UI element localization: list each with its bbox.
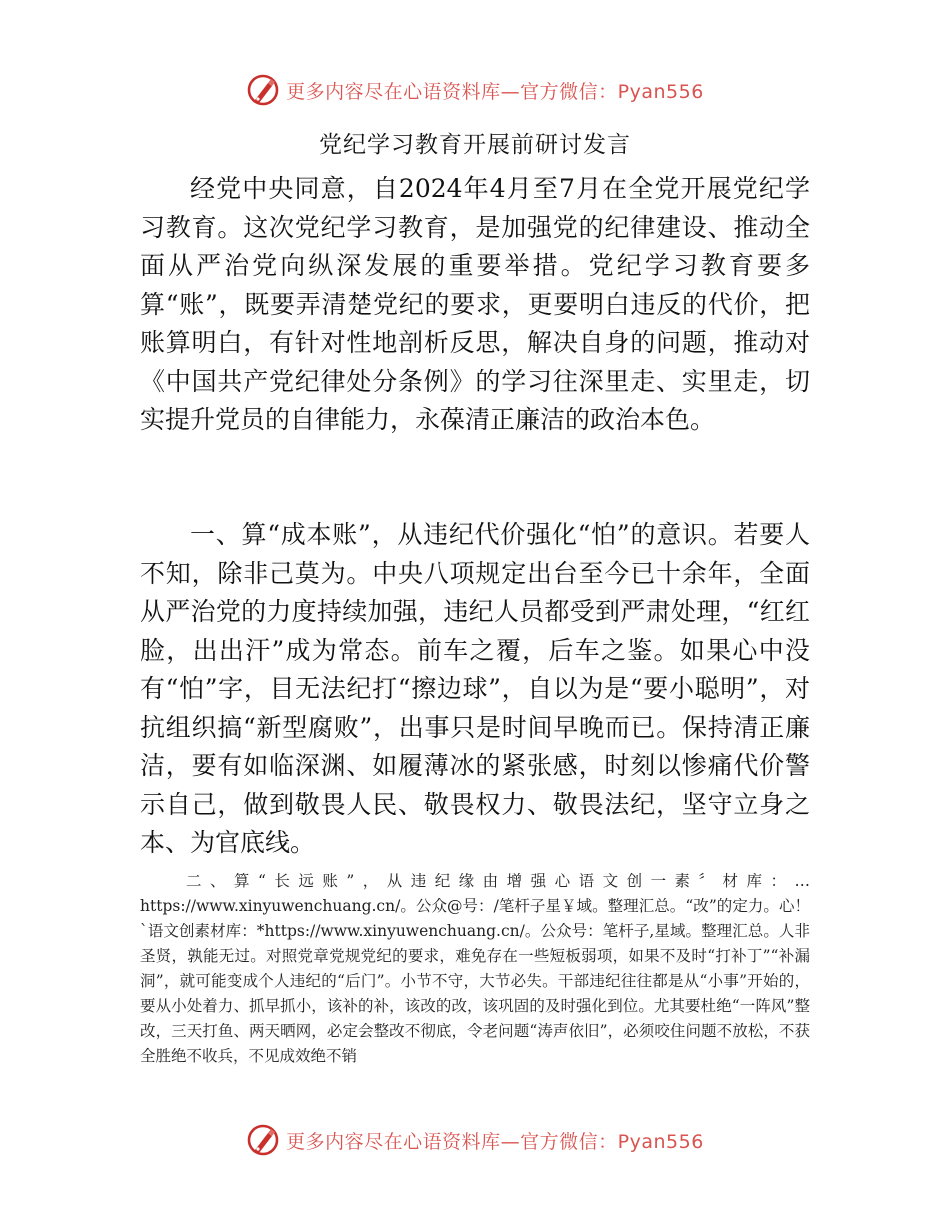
paragraph-section-2: 二、算“长远账”，从违纪缘由增强心语文创一素〞材库：…https://www.xinyuwenchuang.cn/。公众@号：/笔杆子星￥域。整理汇总。“改”的定力。心！`语文创素材库：*https://www.xinyuwenchuang.cn/。公众号：笔杆子,星域。整理汇总。人非圣贤，孰能无过。对照党章党规党纪的要求，难免存在一些短板弱项，如果不及时“打补丁”“补漏洞”，就可能变成个人违纪的“后门”。小节不守，大节必失。干部违纪往往都是从“小事”开始的，要从小处着力、抓早抓小，该补的补，该改的改，该巩固的及时强化到位。尤其要杜绝“一阵风”整改，三天打鱼、两天晒网，必定会整改不彻底，令老问题“涛声依旧”，必须咬住问题不放松，不获全胜绝不收兵，不见成效绝不销: [140, 872, 810, 1065]
watermark-text: 更多内容尽在心语资料库—官方微信：Pyan556: [286, 1130, 704, 1153]
pen-circle-logo-icon: [246, 73, 280, 107]
watermark-banner-bottom: [0, 1120, 950, 1160]
paragraph-intro: 经党中央同意，自2024年4月至7月在全党开展党纪学习教育。这次党纪学习教育，是加强党的纪律建设、推动全面从严治党向纵深发展的重要举措。党纪学习教育要多算“账”，既要弄清楚党纪的要求，更要明白违反的代价，把账算明白，有针对性地剖析反思，解决自身的问题，推动对《中国共产党纪律处分条例》的学习往深里走、实里走，切实提升党员的自律能力，永葆清正廉洁的政治本色。: [140, 174, 810, 434]
pen-circle-logo-icon: [246, 1123, 280, 1157]
watermark-text: 更多内容尽在心语资料库—官方微信：Pyan556: [286, 80, 704, 103]
watermark-banner-top: [0, 70, 950, 110]
paragraph-section-1: 一、算“成本账”，从违纪代价强化“怕”的意识。若要人不知，除非己莫为。中央八项规定出台至今已十余年，全面从严治党的力度持续加强，违纪人员都受到严肃处理，“红红脸，出出汗”成为常态。前车之覆，后车之鉴。如果心中没有“怕”字，目无法纪打“擦边球”，自以为是“要小聪明”，对抗组织搞“新型腐败”，出事只是时间早晚而已。保持清正廉洁，要有如临深渊、如履薄冰的紧张感，时刻以惨痛代价警示自己，做到敬畏人民、敬畏权力、敬畏法纪，坚守立身之本、为官底线。: [140, 520, 810, 857]
document-title: 党纪学习教育开展前研讨发言: [319, 132, 631, 158]
